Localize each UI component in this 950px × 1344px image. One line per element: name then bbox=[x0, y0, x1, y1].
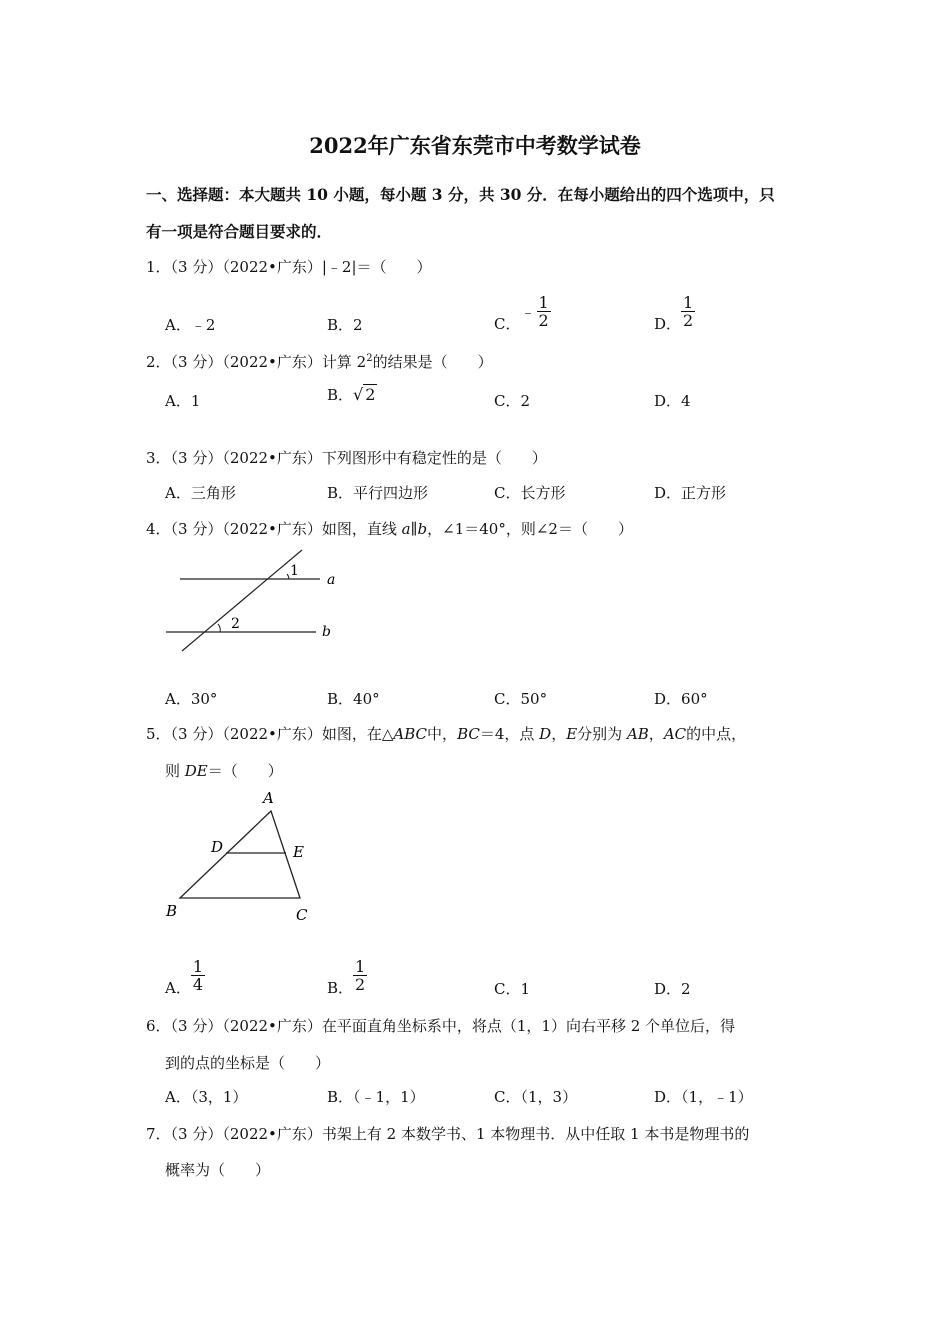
q5-triangle-figure bbox=[160, 785, 335, 930]
q5-segment-ac: AC bbox=[663, 725, 687, 743]
q4-option-c: C．50° bbox=[494, 690, 548, 708]
vertex-b-label: B bbox=[166, 902, 178, 920]
q5-option-a-prefix: A． bbox=[165, 979, 191, 997]
q3-option-a: A．三角形 bbox=[165, 484, 236, 502]
q5-triangle-abc: ABC bbox=[393, 725, 428, 743]
q5-option-b bbox=[327, 953, 367, 998]
question-6-stem-line2: 到的点的坐标是（ ） bbox=[165, 1054, 331, 1072]
angle-1-label: 1 bbox=[290, 563, 299, 579]
q5-segment-bc: BC bbox=[457, 725, 480, 743]
q4-var-a: a bbox=[401, 520, 411, 538]
page-title: 2022年广东省东莞市中考数学试卷 bbox=[309, 133, 641, 158]
q3-option-b: B．平行四边形 bbox=[327, 484, 429, 502]
q5-option-b-fraction bbox=[353, 958, 367, 993]
q5-segment-ab: AB bbox=[626, 725, 649, 743]
vertex-a-label: A bbox=[263, 789, 274, 807]
q2-option-c: C．2 bbox=[494, 392, 531, 410]
q5-stem-p3: ＝4，点 bbox=[479, 725, 540, 743]
q5-line2-post: ＝（ ） bbox=[207, 762, 283, 780]
sqrt-symbol: √ bbox=[353, 385, 364, 404]
fraction-numerator: 1 bbox=[683, 293, 694, 312]
triangle-abc bbox=[180, 811, 300, 898]
fraction-denominator: 2 bbox=[683, 311, 694, 330]
q5-stem-p5: 分别为 bbox=[577, 725, 627, 743]
q2-exponent: 2 bbox=[366, 353, 373, 364]
vertex-c-label: C bbox=[296, 906, 308, 924]
question-5-stem-line1 bbox=[146, 723, 746, 744]
q5-option-c: C．1 bbox=[494, 980, 531, 998]
q5-stem-p7: 的中点， bbox=[686, 725, 747, 743]
q5-point-e: E bbox=[566, 725, 578, 743]
angle-1-arc bbox=[287, 574, 289, 579]
q5-stem-p2: 中， bbox=[427, 725, 458, 743]
q6-option-c: C．（1，3） bbox=[494, 1088, 578, 1106]
angle-2-label: 2 bbox=[231, 616, 240, 632]
q4-option-b: B．40° bbox=[327, 690, 380, 708]
q5-option-d: D．2 bbox=[654, 980, 691, 998]
q4-stem-post: ，∠1＝40°，则∠2＝（ ） bbox=[427, 520, 633, 538]
q1-option-d bbox=[654, 289, 695, 334]
q6-option-a: A．（3，1） bbox=[165, 1088, 248, 1106]
q5-stem-p1: 5．（3 分）（2022•广东）如图，在△ bbox=[146, 725, 394, 743]
fraction-denominator: 2 bbox=[355, 975, 366, 994]
fraction-denominator: 2 bbox=[538, 311, 549, 330]
q3-option-c: C．长方形 bbox=[494, 484, 566, 502]
fraction-numerator: 1 bbox=[538, 293, 549, 312]
q5-line2-pre: 则 bbox=[165, 762, 185, 780]
q5-stem-p6: ， bbox=[648, 725, 664, 743]
q4-option-a: A．30° bbox=[165, 690, 218, 708]
q5-option-a-fraction bbox=[191, 958, 205, 993]
q1-option-d-prefix: D． bbox=[654, 315, 682, 333]
q1-option-b: B．2 bbox=[327, 316, 363, 334]
q3-option-d: D．正方形 bbox=[654, 484, 727, 502]
q2-option-d: D．4 bbox=[654, 392, 691, 410]
q5-stem-p4: ， bbox=[551, 725, 567, 743]
question-3-stem: 3．（3 分）（2022•广东）下列图形中有稳定性的是（ ） bbox=[146, 449, 547, 467]
question-4-stem bbox=[146, 518, 633, 539]
section-heading-line2: 有一项是符合题目要求的． bbox=[146, 222, 333, 241]
q4-stem-pre: 4．（3 分）（2022•广东）如图，直线 bbox=[146, 520, 402, 538]
q2-option-b-prefix: B． bbox=[327, 386, 354, 404]
q4-option-d: D．60° bbox=[654, 690, 708, 708]
section-heading-line1: 一、选择题：本大题共 10 小题，每小题 3 分，共 30 分．在每小题给出的四个选项中，只 bbox=[146, 185, 775, 204]
q4-parallel-symbol: ∥ bbox=[410, 520, 418, 538]
q1-option-c-fraction bbox=[537, 294, 551, 329]
fraction-numerator: 1 bbox=[355, 957, 366, 976]
point-d-label: D bbox=[211, 838, 224, 856]
question-1-stem: 1．（3 分）（2022•广东）|﹣2|＝（ ） bbox=[146, 258, 432, 276]
question-5-stem-line2 bbox=[165, 760, 283, 781]
q4-parallel-lines-figure bbox=[160, 545, 350, 660]
q2-stem-pre: 2．（3 分）（2022•广东）计算 2 bbox=[146, 353, 367, 371]
q1-option-c bbox=[494, 289, 551, 334]
q5-option-b-prefix: B． bbox=[327, 979, 354, 997]
sqrt-radicand: 2 bbox=[365, 385, 376, 404]
question-6-stem-line1: 6．（3 分）（2022•广东）在平面直角坐标系中，将点（1，1）向右平移 2 个单位后，得 bbox=[146, 1017, 736, 1035]
question-2-stem bbox=[146, 351, 493, 372]
angle-2-arc bbox=[218, 624, 220, 632]
q6-option-b: B．（﹣1，1） bbox=[327, 1088, 425, 1106]
q4-var-b: b bbox=[417, 520, 428, 538]
fraction-numerator: 1 bbox=[192, 957, 204, 976]
q5-point-d: D bbox=[539, 725, 552, 743]
point-e-label: E bbox=[293, 843, 304, 861]
q2-stem-post: 的结果是（ ） bbox=[372, 353, 493, 371]
q1-option-d-fraction bbox=[681, 294, 695, 329]
q1-option-c-prefix: C． bbox=[494, 315, 521, 333]
line-b-label: b bbox=[322, 624, 331, 640]
sqrt-expression bbox=[353, 385, 377, 404]
q1-option-a: A．﹣2 bbox=[165, 316, 216, 334]
q5-option-a bbox=[165, 953, 205, 998]
q5-segment-de: DE bbox=[184, 762, 208, 780]
transversal-line bbox=[182, 550, 302, 651]
line-a-label: a bbox=[327, 572, 336, 588]
question-7-stem-line1: 7．（3 分）（2022•广东）书架上有 2 本数学书、1 本物理书．从中任取 1 本书是物理书的 bbox=[146, 1125, 750, 1143]
q1-option-c-sign: ﹣ bbox=[520, 303, 536, 321]
fraction-denominator: 4 bbox=[192, 975, 204, 994]
question-7-stem-line2: 概率为（ ） bbox=[165, 1161, 271, 1179]
q2-option-a: A．1 bbox=[165, 392, 201, 410]
q6-option-d: D．（1，﹣1） bbox=[654, 1088, 753, 1106]
q2-option-b bbox=[327, 384, 377, 405]
